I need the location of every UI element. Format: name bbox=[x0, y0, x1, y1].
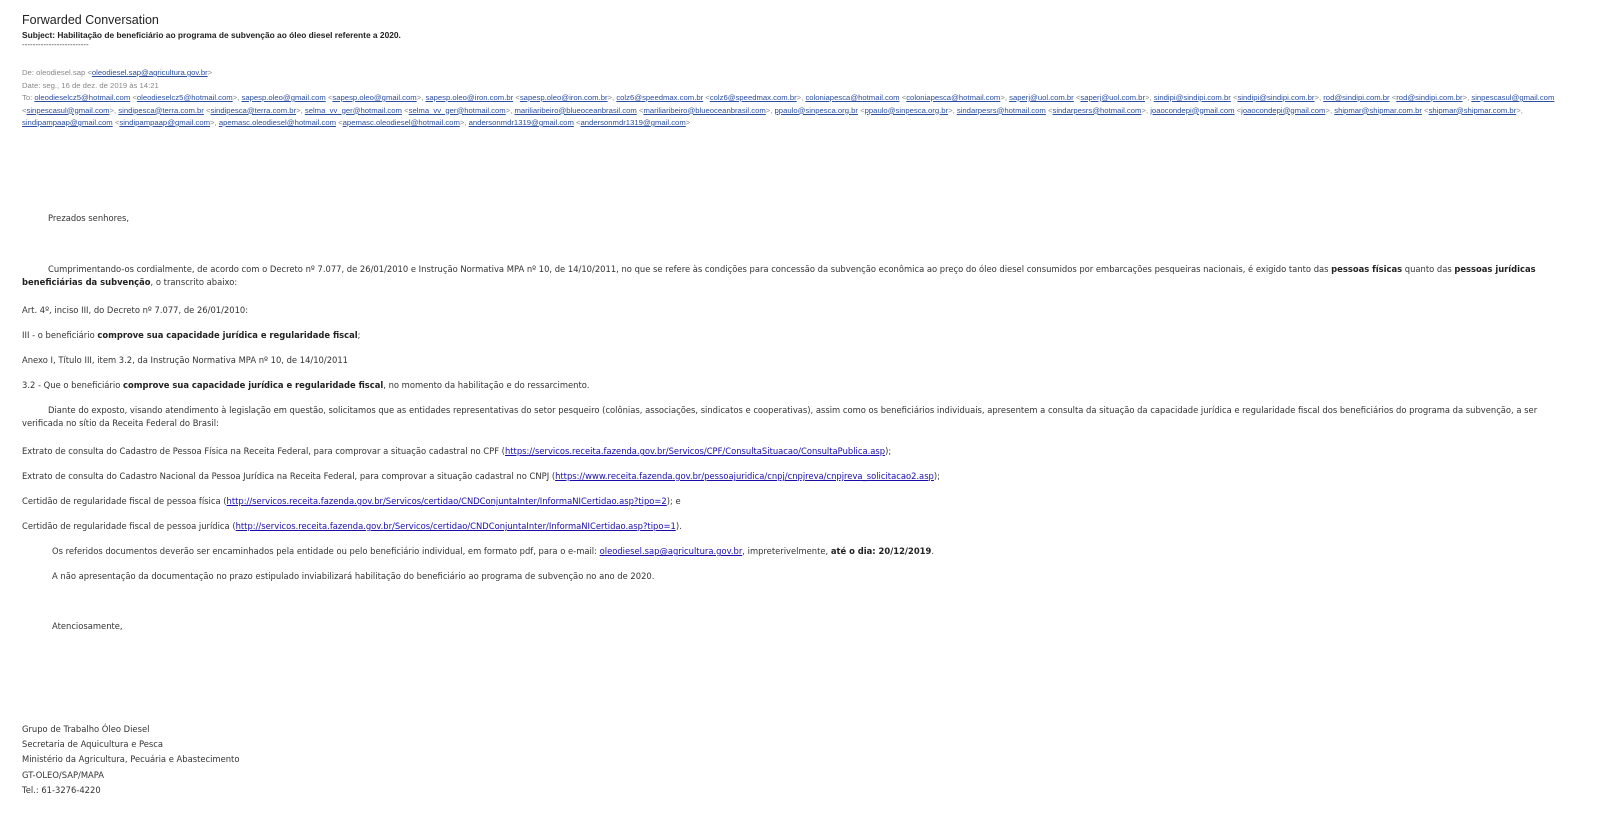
recipient-email-link[interactable]: colz6@speedmax.com.br bbox=[709, 93, 797, 102]
email-header bbox=[22, 13, 401, 49]
recipient-email-link[interactable]: apemasc.oleodiesel@hotmail.com bbox=[218, 118, 337, 127]
closing: Atenciosamente, bbox=[52, 621, 123, 631]
recipient-email-link[interactable]: sapesp.oleo@gmail.com bbox=[241, 93, 326, 102]
recipient-email-link[interactable]: ppaulo@sinpesca.org.br bbox=[864, 105, 949, 115]
date-line: Date: seg., 16 de dez. de 2019 às 14:21 bbox=[22, 80, 159, 90]
recipient-email-link[interactable]: sapesp.oleo@iron.com.br bbox=[519, 93, 608, 102]
item-certidao-pj: Certidão de regularidade fiscal de pessoa jurídica (http://servicos.receita.fazenda.gov.br/Servicos/certidao/CNDConjuntaInter/InformaNICertidao.asp?tipo=1). bbox=[22, 521, 682, 531]
recipient-email-link[interactable]: oleodieselcz5@hotmail.com bbox=[34, 93, 131, 102]
recipient-email-link[interactable]: andersonmdr1319@gmail.com bbox=[580, 118, 686, 127]
item-certidao-pf: Certidão de regularidade fiscal de pessoa física (http://servicos.receita.fazenda.gov.br/Servicos/certidao/CNDConjuntaInter/InformaNICertidao.asp?tipo=2); e bbox=[22, 496, 681, 506]
recipient-email-link[interactable]: sindipi@sindipi.com.br bbox=[1153, 93, 1231, 102]
certidao-pf-link[interactable]: http://servicos.receita.fazenda.gov.br/Servicos/certidao/CNDConjuntaInter/InformaNICertidao.asp?tipo=2 bbox=[226, 496, 667, 506]
paragraph-intro: Cumprimentando-os cordialmente, de acordo com o Decreto nº 7.077, de 26/01/2010 e Instrução Normativa MPA nº 10, de 14/10/2011, no que se refere às condições para concessão da subvenção econômica ao preço do óleo diesel consumidos por embarcações pesqueiras nacionais, é exigido tanto das pessoas físicas quanto das pessoas jurídicas beneficiárias da subvenção, o transcrito abaixo: bbox=[22, 264, 1536, 287]
article-ref: Art. 4º, inciso III, do Decreto nº 7.077, de 26/01/2010: bbox=[22, 305, 249, 315]
recipient-email-link[interactable]: saperj@uol.com.br bbox=[1009, 93, 1074, 102]
email-meta bbox=[22, 67, 1582, 130]
recipient-email-link[interactable]: mariliaribeiro@blueoceanbrasil.com bbox=[643, 105, 766, 115]
recipient-email-link[interactable]: sindipesca@terra.com.br bbox=[118, 105, 204, 115]
signature-line: Ministério da Agricultura, Pecuária e Abastecimento bbox=[22, 754, 240, 765]
recipient-email-link[interactable]: sindarpesrs@hotmail.com bbox=[1052, 105, 1142, 115]
recipient-email-link[interactable]: sindarpesrs@hotmail.com bbox=[956, 105, 1046, 115]
recipient-email-link[interactable]: joaocondepi@gmail.com bbox=[1150, 105, 1235, 115]
recipient-email-link[interactable]: sindipampaap@gmail.com bbox=[119, 118, 211, 127]
recipient-email-link[interactable]: colz6@speedmax.com.br bbox=[616, 93, 704, 102]
recipient-email-link[interactable]: oleodieselcz5@hotmail.com bbox=[136, 93, 233, 102]
forwarded-title: Forwarded Conversation bbox=[22, 13, 159, 27]
from-line: De: oleodiesel.sap <oleodiesel.sap@agricultura.gov.br> bbox=[22, 68, 213, 77]
recipient-email-link[interactable]: sinpescasul@gmail.com bbox=[1471, 93, 1555, 102]
recipient-email-link[interactable]: mariliaribeiro@blueoceanbrasil.com bbox=[514, 105, 637, 115]
clause-3-2: 3.2 - Que o beneficiário comprove sua capacidade jurídica e regularidade fiscal, no momento da habilitação e do ressarcimento. bbox=[22, 380, 590, 390]
recipient-email-link[interactable]: ppaulo@sinpesca.org.br bbox=[774, 105, 858, 115]
to-line bbox=[22, 92, 1582, 130]
subject-line: Subject: Habilitação de beneficiário ao programa de subvenção ao óleo diesel referente a 2020. bbox=[22, 30, 401, 40]
signature-line: Grupo de Trabalho Óleo Diesel bbox=[22, 724, 150, 734]
recipient-email-link[interactable]: apemasc.oleodiesel@hotmail.com bbox=[342, 118, 460, 127]
to-label: To: bbox=[22, 93, 33, 102]
signature-line: GT-OLEO/SAP/MAPA bbox=[22, 769, 105, 780]
recipient-email-link[interactable]: shipmar@shipmar.com.br bbox=[1334, 105, 1422, 115]
greeting: Prezados senhores, bbox=[48, 213, 130, 223]
paragraph-deadline: A não apresentação da documentação no prazo estipulado inviabilizará habilitação do beneficiário ao programa de subvenção no ano de 2020. bbox=[52, 571, 655, 581]
annex-ref: Anexo I, Título III, item 3.2, da Instrução Normativa MPA nº 10, de 14/10/2011 bbox=[22, 355, 349, 365]
recipient-email-link[interactable]: sapesp.oleo@iron.com.br bbox=[425, 93, 514, 102]
recipient-email-link[interactable]: sindipi@sindipi.com.br bbox=[1237, 93, 1315, 102]
recipient-email-link[interactable]: saperj@uol.com.br bbox=[1080, 93, 1146, 102]
recipient-email-link[interactable]: sapesp.oleo@gmail.com bbox=[332, 93, 417, 102]
recipient-email-link[interactable]: sindipesca@terra.com.br bbox=[210, 105, 297, 115]
recipient-list: oleodieselcz5@hotmail.com <oleodieselcz5@hotmail.com>, sapesp.oleo@gmail.com <sapesp.oleo@gmail.com>, sapesp.oleo@iron.com.br <sapesp.oleo@iron.com.br>, colz6@speedmax.com.br <colz6@speedmax.com.br>, coloniapesca@hotmail.com <coloniapesca@hotmail.com>, saperj@uol.com.br <saperj@uol.com.br>, sindipi@sindipi.com.br <sindipi@sindipi.com.br>, rod@sindipi.com.br <rod@sindipi.com.br>, sinpescasul@gmail.com <sinpescasul@gmail.com>, sindipesca@terra.com.br <sindipesca@terra.com.br>, selma_vv_ger@hotmail.com <selma_vv_ger@hotmail.com>, mariliaribeiro@blueoceanbrasil.com <mariliaribeiro@blueoceanbrasil.com>, ppaulo@sinpesca.org.br <ppaulo@sinpesca.org.br>, sindarpesrs@hotmail.com <sindarpesrs@hotmail.com>, joaocondepi@gmail.com <joaocondepi@gmail.com>, shipmar@shipmar.com.br <shipmar@shipmar.com.br>, sindipampaap@gmail.com <sindipampaap@gmail.com>, apemasc.oleodiesel@hotmail.com <apemasc.oleodiesel@hotmail.com>, andersonmdr1319@gmail.com <andersonmdr1319@gmail.com> bbox=[22, 93, 1555, 127]
recipient-email-link[interactable]: joaocondepi@gmail.com bbox=[1241, 105, 1326, 115]
recipient-email-link[interactable]: andersonmdr1319@gmail.com bbox=[468, 118, 574, 127]
item-cnpj: Extrato de consulta do Cadastro Nacional da Pessoa Jurídica na Receita Federal, para comprovar a situação cadastral no CNPJ (https://www.receita.fazenda.gov.br/pessoajuridica/cnpj/cnpjreva/cnpjreva_solicitacao2.asp); bbox=[22, 471, 940, 481]
signature-block bbox=[22, 722, 239, 798]
cnpj-link[interactable]: https://www.receita.fazenda.gov.br/pessoajuridica/cnpj/cnpjreva/cnpjreva_solicitacao2.asp bbox=[555, 471, 934, 481]
item-cpf: Extrato de consulta do Cadastro de Pessoa Física na Receita Federal, para comprovar a situação cadastral no CPF (https://servicos.receita.fazenda.gov.br/Servicos/CPF/ConsultaSituacao/ConsultaPublica.asp); bbox=[22, 446, 892, 456]
clause-iii: III - o beneficiário comprove sua capacidade jurídica e regularidade fiscal; bbox=[22, 330, 361, 340]
recipient-email-link[interactable]: rod@sindipi.com.br bbox=[1323, 93, 1390, 102]
recipient-email-link[interactable]: shipmar@shipmar.com.br bbox=[1428, 105, 1517, 115]
recipient-email-link[interactable]: coloniapesca@hotmail.com bbox=[906, 93, 1001, 102]
from-email-link[interactable]: oleodiesel.sap@agricultura.gov.br bbox=[91, 68, 208, 77]
recipient-email-link[interactable]: selma_vv_ger@hotmail.com bbox=[304, 105, 402, 115]
recipient-email-link[interactable]: coloniapesca@hotmail.com bbox=[805, 93, 900, 102]
signature-line: Tel.: 61-3276-4220 bbox=[22, 784, 101, 795]
separator: ------------------------- bbox=[22, 40, 89, 49]
recipient-email-link[interactable]: sinpescasul@gmail.com bbox=[26, 105, 110, 115]
recipient-email-link[interactable]: selma_vv_ger@hotmail.com bbox=[408, 105, 506, 115]
paragraph-docs: Os referidos documentos deverão ser encaminhados pela entidade ou pelo beneficiário individual, em formato pdf, para o e-mail: oleodiesel.sap@agricultura.gov.br, impreterivelmente, até o dia: 20/12/2019. bbox=[52, 546, 934, 556]
recipient-email-link[interactable]: sindipampaap@gmail.com bbox=[22, 118, 113, 127]
docs-email-link[interactable]: oleodiesel.sap@agricultura.gov.br bbox=[599, 546, 743, 556]
signature-line: Secretaria de Aquicultura e Pesca bbox=[22, 739, 164, 750]
certidao-pj-link[interactable]: http://servicos.receita.fazenda.gov.br/Servicos/certidao/CNDConjuntaInter/InformaNICertidao.asp?tipo=1 bbox=[235, 521, 676, 531]
recipient-email-link[interactable]: rod@sindipi.com.br bbox=[1396, 93, 1463, 102]
paragraph-diante: Diante do exposto, visando atendimento à legislação em questão, solicitamos que as entidades representativas do setor pesqueiro (colônias, associações, sindicatos e cooperativas), assim como os beneficiários individuais, apresentem a consulta da situação da capacidade jurídica e regularidade fiscal dos beneficiários do programa da subvenção, a ser verificada no sítio da Receita Federal do Brasil: bbox=[22, 405, 1538, 428]
cpf-link[interactable]: https://servicos.receita.fazenda.gov.br/Servicos/CPF/ConsultaSituacao/ConsultaPublica.asp bbox=[504, 446, 886, 456]
